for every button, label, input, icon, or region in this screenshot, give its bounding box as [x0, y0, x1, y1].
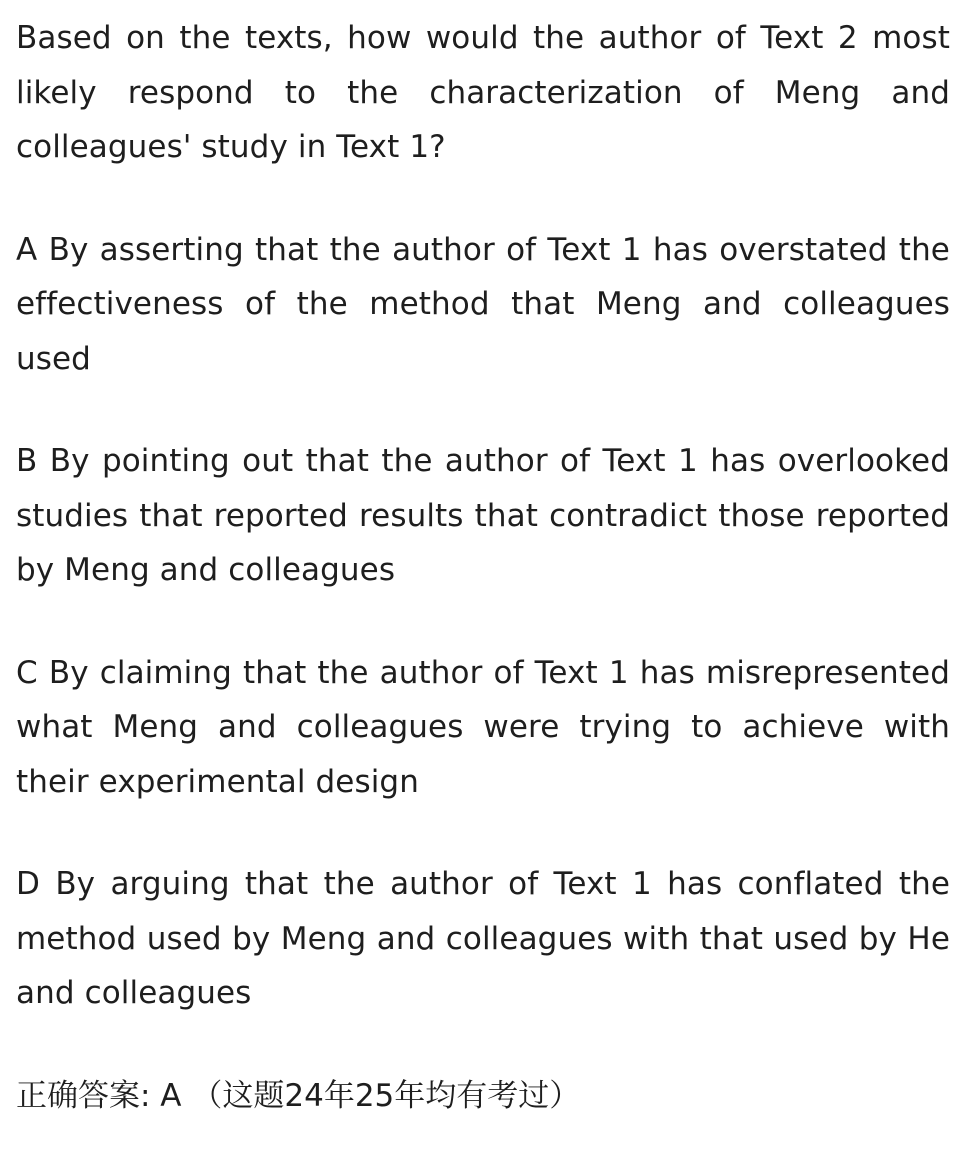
option-c [16, 646, 950, 810]
option-b [16, 434, 950, 598]
option-letter: C [16, 654, 38, 691]
correct-answer [16, 1069, 950, 1123]
option-letter: B [16, 443, 38, 479]
answer-note: （这题24年25年均有考过） [191, 1077, 581, 1114]
option-text: By claiming that the author of Text 1 has misrepresented what Meng and colleagues were trying to achieve with their experimental design [16, 654, 950, 800]
option-letter: A [16, 231, 38, 268]
answer-label: 正确答案: A [16, 1077, 182, 1114]
option-text: By pointing out that the author of Text 1 has overlooked studies that reported results that contradict those reported by Meng and colleagues [16, 443, 950, 588]
question-text: Based on the texts, how would the author of Text 2 most likely respond to the characterization of Meng and colleagues' study in Text 1? [16, 20, 950, 165]
option-text: By asserting that the author of Text 1 has overstated the effectiveness of the method that Meng and colleagues used [16, 231, 950, 377]
option-letter: D [16, 866, 40, 902]
option-a [16, 223, 950, 387]
option-d [16, 857, 950, 1021]
option-text: By arguing that the author of Text 1 has conflated the method used by Meng and colleagues with that used by He and colleagues [16, 866, 950, 1011]
question-page [16, 11, 950, 1154]
